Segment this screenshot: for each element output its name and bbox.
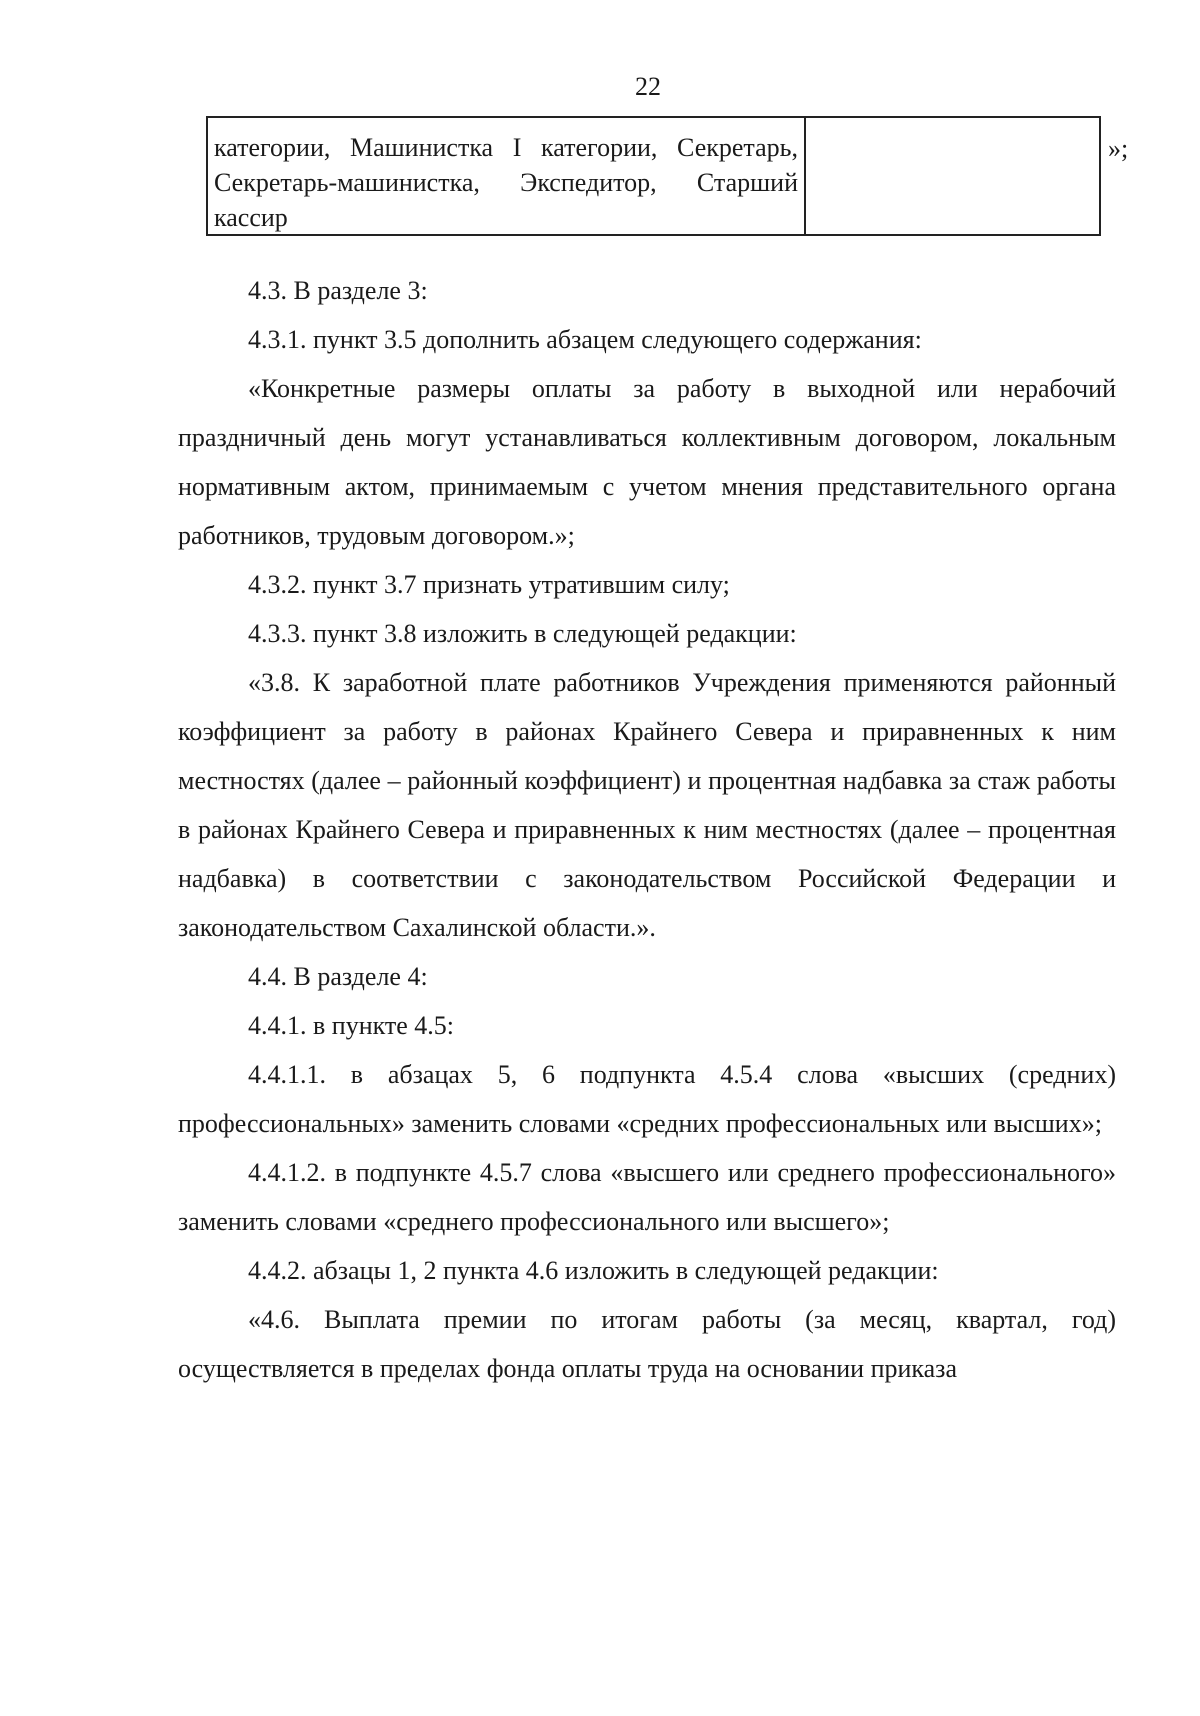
paragraph: «3.8. К заработной плате работников Учреждения применяются районный коэффициент за работу в районах Крайнего Севера и приравненных к ним местностях (далее – районный коэффициент) и процентная надбавка за стаж работы в районах Крайнего Севера и приравненных к ним местностях (далее – процентная надбавка) в соответствии с законодательством Российской Федерации и законодательством Сахалинской области.». (178, 668, 1116, 942)
subsection-item: 4.4.1. в пункте 4.5: (248, 1011, 455, 1040)
section-heading: 4.3. В разделе 3: (248, 276, 428, 305)
document-body (178, 266, 1116, 1393)
table-cell-positions: категории, Машинистка I категории, Секретарь, Секретарь-машинистка, Экспедитор, Старший кассир (208, 118, 806, 234)
paragraph: 4.4.1.1. в абзацах 5, 6 подпункта 4.5.4 слова «высших (средних) профессиональных» заменить словами «средних профессиональных или высших»; (178, 1060, 1116, 1138)
paragraph: «Конкретные размеры оплаты за работу в выходной или нерабочий праздничный день могут устанавливаться коллективным договором, локальным нормативным актом, принимаемым с учетом мнения представительного органа работников, трудовым договором.»; (178, 374, 1116, 550)
subsection-item: 4.3.3. пункт 3.8 изложить в следующей редакции: (248, 619, 797, 648)
paragraph: «4.6. Выплата премии по итогам работы (за месяц, квартал, год) осуществляется в пределах фонда оплаты труда на основании приказа (178, 1305, 1116, 1383)
table-closing-quote: »; (1108, 134, 1129, 163)
subsection-item: 4.3.2. пункт 3.7 признать утратившим силу; (248, 570, 730, 599)
paragraph: 4.4.1.2. в подпункте 4.5.7 слова «высшего или среднего профессионального» заменить словами «среднего профессионального или высшего»; (178, 1158, 1116, 1236)
table-fragment (206, 116, 1101, 236)
section-heading: 4.4. В разделе 4: (248, 962, 428, 991)
subsection-item: 4.3.1. пункт 3.5 дополнить абзацем следующего содержания: (248, 325, 922, 354)
table-cell-empty (806, 118, 1099, 234)
page-number: 22 (635, 72, 661, 101)
subsection-item: 4.4.2. абзацы 1, 2 пункта 4.6 изложить в следующей редакции: (248, 1256, 939, 1285)
